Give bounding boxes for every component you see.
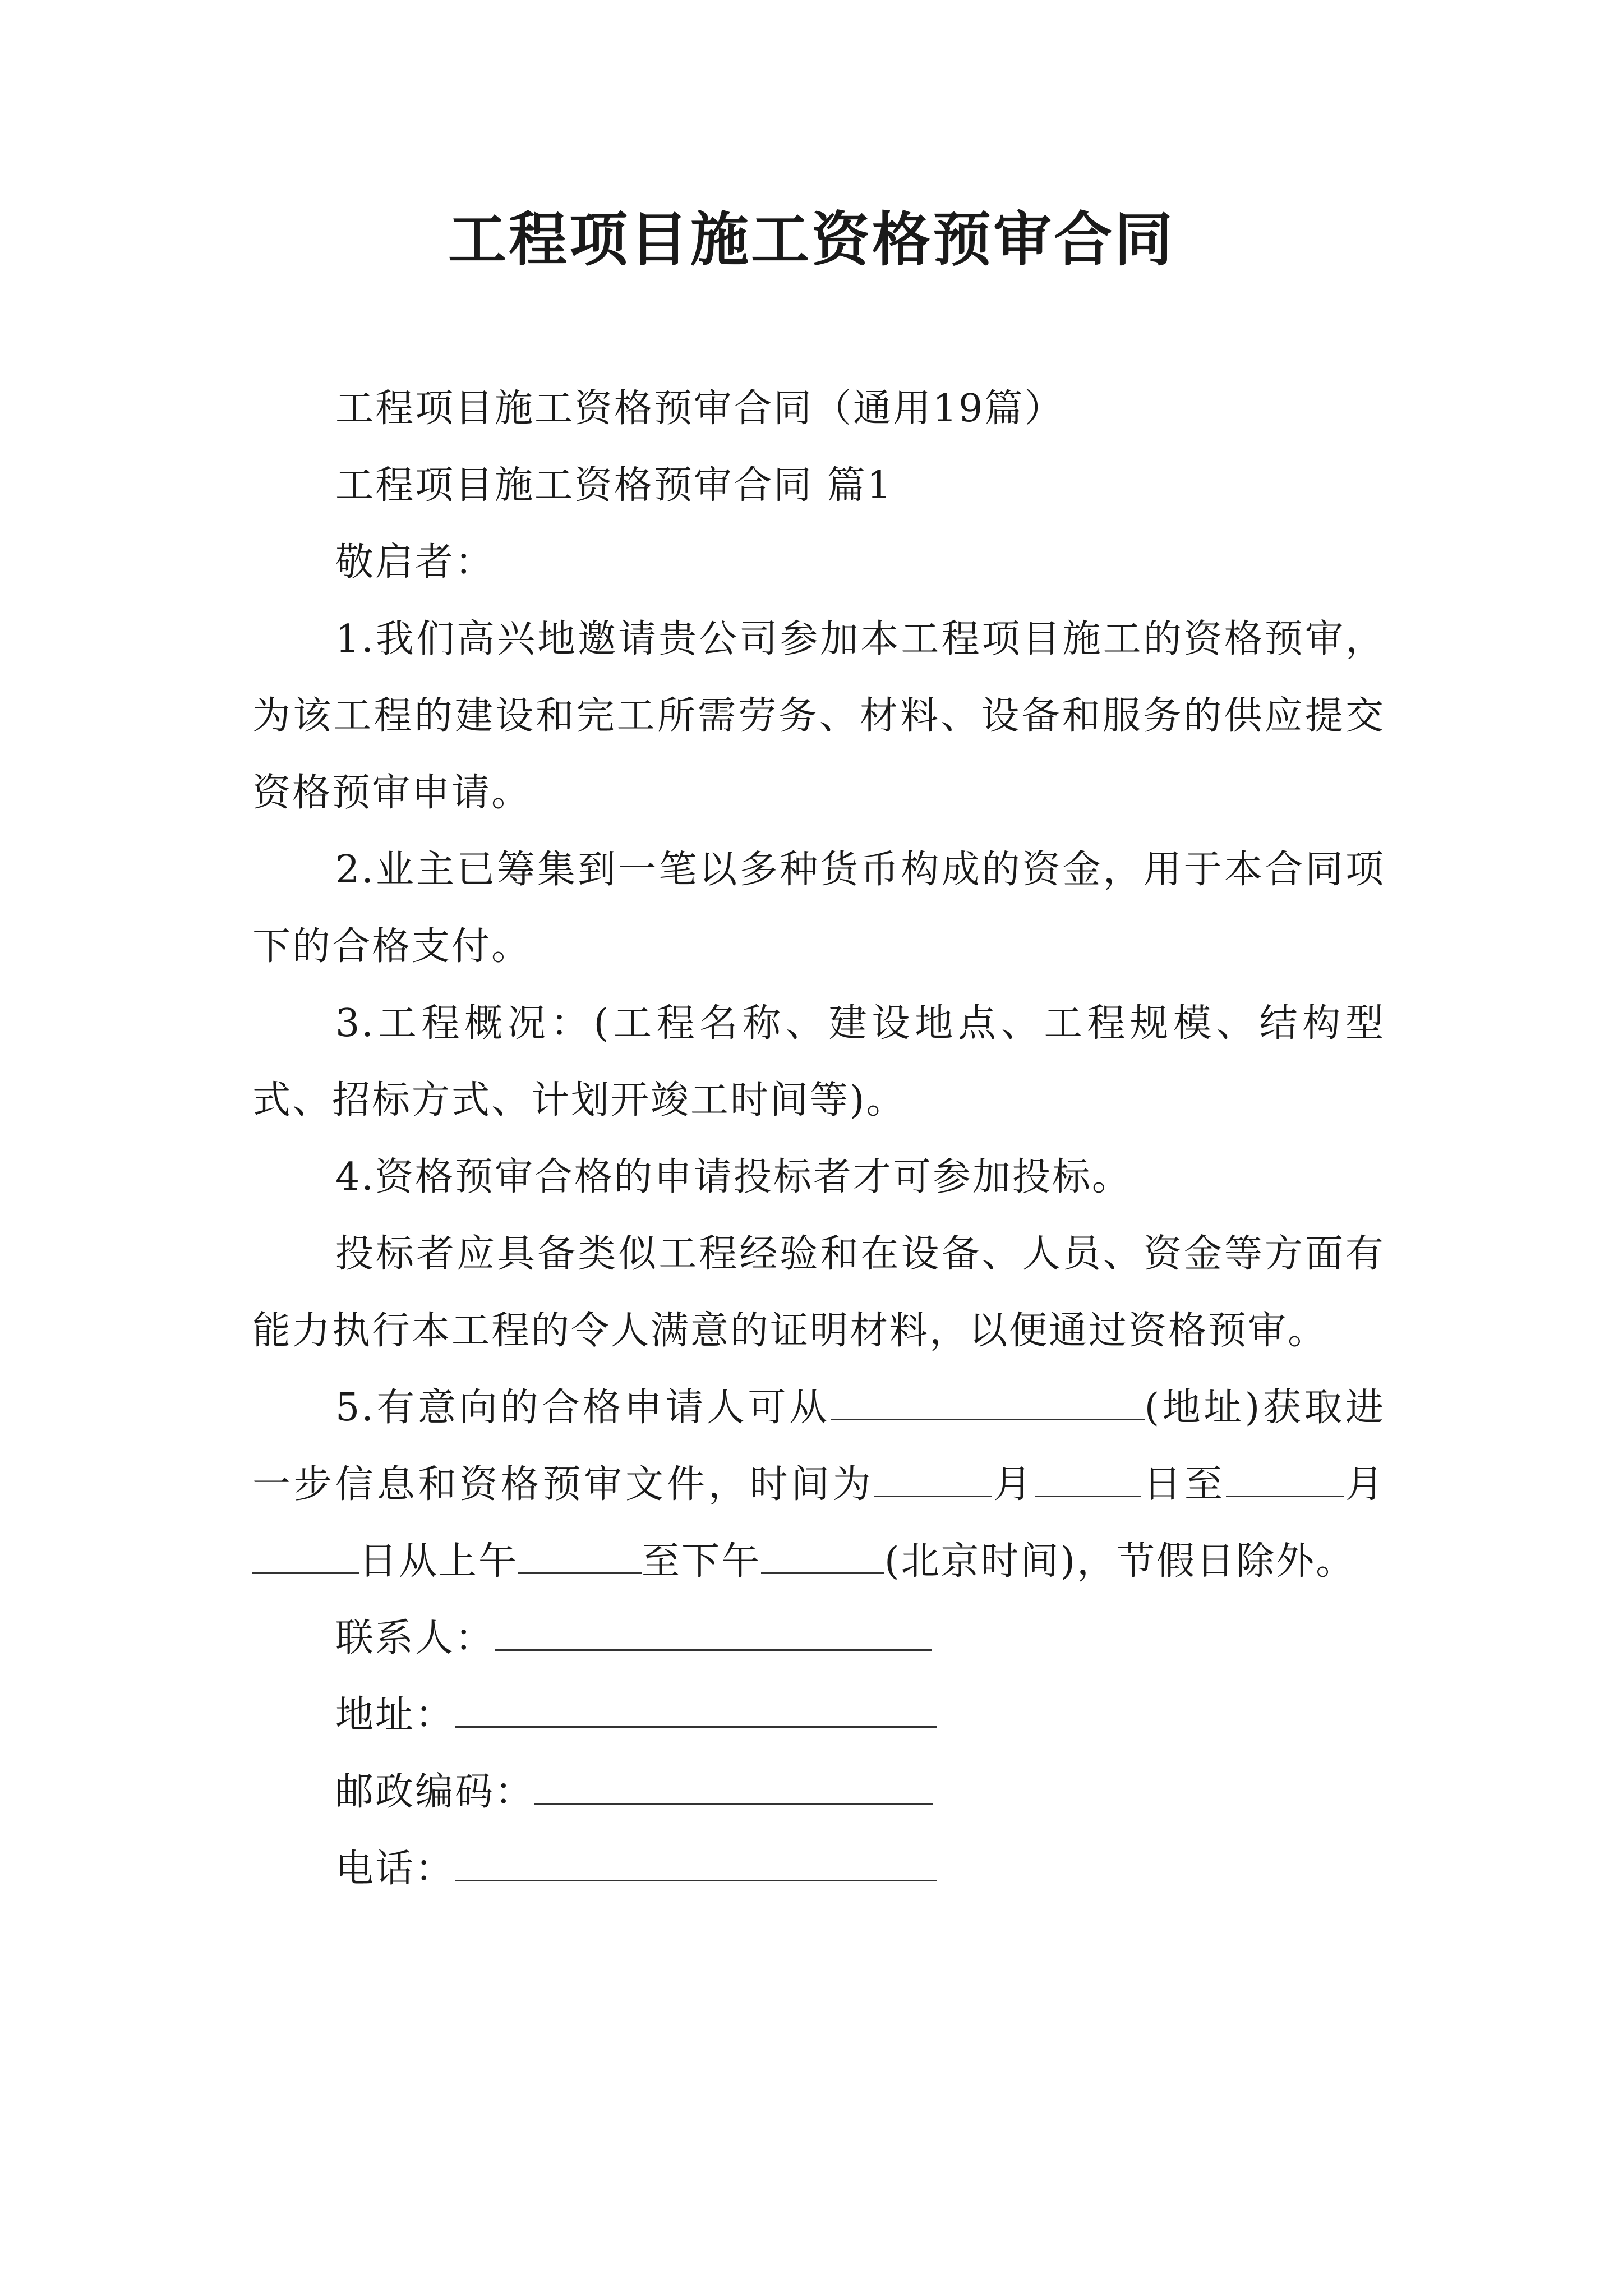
paragraph-2: 2.业主已筹集到一笔以多种货币构成的资金，用于本合同项下的合格支付。 [252, 848, 1385, 969]
document-subtitle: 工程项目施工资格预审合同（通用19篇） [335, 386, 1064, 431]
paragraph-1: 1.我们高兴地邀请贵公司参加本工程项目施工的资格预审，为该工程的建设和完工所需劳务、材料、设备和服务的供应提交资格预审申请。 [252, 617, 1385, 815]
paragraph-5: 投标者应具备类似工程经验和在设备、人员、资金等方面有能力执行本工程的令人满意的证明材料，以便通过资格预审。 [252, 1232, 1385, 1353]
phone-label: 电话： [335, 1847, 455, 1891]
morning-time-blank [518, 1533, 642, 1574]
phone-line [252, 1830, 1385, 1907]
paragraph-6-part6: 日从上午 [359, 1539, 519, 1584]
address-label: 地址： [335, 1693, 455, 1737]
paragraph-6-part8: (北京时间)，节假日除外。 [884, 1539, 1356, 1584]
contact-person-blank [495, 1610, 932, 1651]
paragraph-6-part2: (地址)获取进一步信息和资格预审文件，时间为 [252, 1386, 1385, 1507]
afternoon-time-blank [761, 1533, 884, 1574]
phone-blank [455, 1841, 937, 1881]
paragraph-6-part5: 月 [1344, 1462, 1385, 1507]
address-blank [831, 1379, 1145, 1420]
address-field-blank [455, 1687, 937, 1728]
paragraph-4: 4.资格预审合格的申请投标者才可参加投标。 [335, 1155, 1132, 1199]
start-month-blank [874, 1456, 992, 1497]
paragraph-3: 3.工程概况：(工程名称、建设地点、工程规模、结构型式、招标方式、计划开竣工时间等)。 [252, 1001, 1385, 1122]
start-day-blank [1035, 1456, 1141, 1497]
document-title: 工程项目施工资格预审合同 [448, 205, 1175, 274]
section-heading: 工程项目施工资格预审合同 篇1 [335, 463, 893, 508]
paragraph-6-part1: 5.有意向的合格申请人可从 [335, 1386, 831, 1430]
end-day-blank [252, 1533, 359, 1574]
document-body [252, 370, 1385, 1907]
postcode-label: 邮政编码： [335, 1770, 535, 1814]
address-line [252, 1677, 1385, 1754]
paragraph-6-part3: 月 [992, 1462, 1035, 1507]
end-month-blank [1226, 1456, 1344, 1497]
contact-person-label: 联系人： [335, 1616, 495, 1660]
paragraph-6-part7: 至下午 [642, 1539, 762, 1584]
contact-person-line [252, 1600, 1385, 1677]
paragraph-6 [252, 1369, 1385, 1600]
postcode-blank [534, 1764, 933, 1805]
paragraph-6-part4: 日至 [1141, 1462, 1227, 1507]
postcode-line [252, 1754, 1385, 1830]
salutation: 敬启者： [335, 540, 495, 585]
